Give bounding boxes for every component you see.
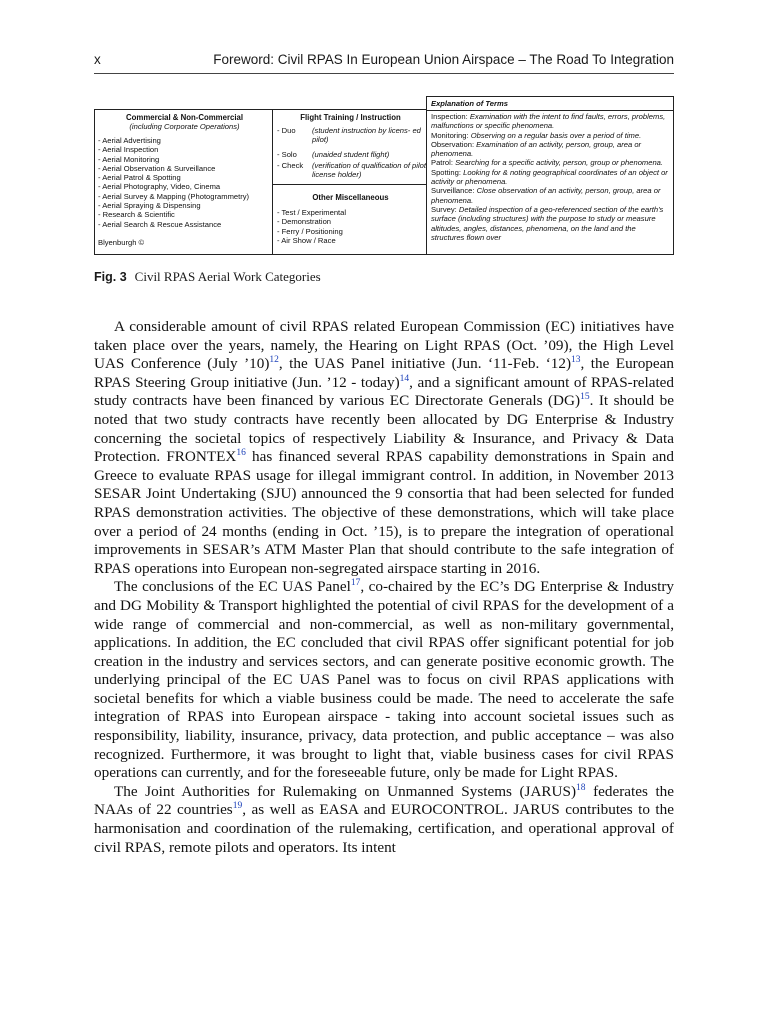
list-item: - Aerial Search & Rescue Assistance	[98, 219, 222, 229]
term-text: Searching for a specific activity, person, group or phenomena.	[455, 158, 664, 168]
terms-list	[431, 112, 671, 242]
term-name: Patrol:	[431, 158, 456, 168]
footnote-ref[interactable]: 14	[399, 373, 410, 384]
text-run: A considerable amount of civil RPAS related European Commission (EC) initiatives have taken place over the years, namely, the Hearing on Light RPAS (Oct. ’09), the High Level UAS Conference (July ’10)	[94, 318, 674, 373]
list-item: - Aerial Monitoring	[98, 154, 160, 164]
list-item: - Aerial Survey & Mapping (Photogrammetry)	[98, 191, 250, 201]
text-run: federates the NAAs of 22 countries	[94, 782, 674, 819]
term-definition	[431, 131, 671, 140]
list-item: - Aerial Spraying & Dispensing	[98, 201, 201, 211]
misc-title: Other Miscellaneous	[312, 193, 389, 202]
commercial-column	[94, 109, 273, 255]
list-item: - Research & Scientific	[98, 210, 175, 220]
figure-table	[94, 96, 674, 255]
list-item: - Demonstration	[277, 217, 332, 227]
term-name: Survey:	[431, 204, 459, 214]
paragraph	[94, 783, 674, 857]
footnote-ref[interactable]: 17	[350, 578, 361, 589]
footnote-ref[interactable]: 19	[232, 801, 243, 812]
page-number: x	[94, 52, 101, 67]
term-name: Spotting:	[431, 167, 464, 177]
term-text: Examination with the intent to find faults, errors, problems, malfunctions or specific phenomena.	[431, 112, 666, 131]
body-text	[94, 318, 674, 857]
training-column	[272, 109, 427, 255]
term-text: Examination of an activity, person, group, area or phenomena.	[431, 139, 642, 159]
term-definition	[431, 168, 671, 187]
footnote-ref[interactable]: 16	[236, 448, 246, 459]
figure-caption-text: Civil RPAS Aerial Work Categories	[134, 269, 321, 284]
term-text: Detailed inspection of a geo-referenced section of the earth's surface (including structures) with the purpose to study or measure altitudes, angles, distances, phenomena, on the land and the structures flown over	[431, 204, 664, 242]
term-definition	[431, 140, 671, 159]
figure-credit: Blyenburgh ©	[98, 238, 145, 247]
text-run: , co-chaired by the EC’s DG Enterprise & Industry and DG Mobility & Transport highlighted the potential of civil RPAS for the development of a wide range of commercial and non-commercial, as well as non-military governmental, applications. In addition, the EC concluded that civil RPAS offer significant potential for job creation in the industry and services sectors, and can generate positive economic growth. The underlying principal of the EC UAS Panel was to focus on civil RPAS applications with societal benefits for which a viable business could be made. The need to accelerate the safe integration of RPAS into European airspace - taking into account societal issues such as responsibility, liability, insurance, privacy, data protection, and public acceptance – was also recognized. Furthermore, it was brought to light that, viable business cases for civil RPAS operations can currently, and for the foreseeable future, only be made for Light RPAS.	[94, 578, 675, 782]
paragraph	[94, 578, 674, 783]
running-header	[94, 52, 674, 74]
training-row-value: (student instruction by licens- ed pilot)	[312, 126, 421, 145]
list-item: - Aerial Observation & Surveillance	[98, 163, 216, 173]
terms-header-rule	[427, 110, 674, 111]
text-run: . It should be noted that two study contracts have recently been allocated by DG Enterprise & Industry concerning the societal topics of respectively Liability & Insurance, and Privacy & Data Protection. FRONTEX	[94, 392, 674, 466]
list-item: - Aerial Patrol & Spotting	[98, 173, 181, 183]
footnote-ref[interactable]: 13	[571, 355, 581, 366]
training-row-value: (unaided student flight)	[312, 150, 390, 159]
term-text: Looking for & noting geographical coordinates of an object or activity or phenomena.	[431, 167, 668, 187]
list-item: - Aerial Advertising	[98, 136, 161, 145]
term-name: Inspection:	[431, 112, 470, 121]
text-run: has financed several RPAS capability demonstrations in Spain and Greece to evaluate RPAS usage for illegal immigrant control. In addition, in November 2013 SESAR Joint Undertaking (SJU) announced the 9 consortia that had been selected for funded RPAS demonstration activities. The objective of these demonstrations, which will take place over a period of 24 months (ending in Oct. ’15), is to prepare the integration of operational improvements in SESAR’s ATM Master Plan that should contribute to the safe integration of RPAS operations into European non-segregated airspace starting in 2016.	[94, 448, 674, 577]
term-definition	[431, 186, 671, 205]
text-run: , and a significant amount of RPAS-related study contracts have been financed by various EC Directorate Generals (DG)	[94, 373, 675, 410]
misc-list	[277, 208, 346, 245]
footnote-ref[interactable]: 18	[576, 782, 586, 793]
commercial-list	[98, 136, 249, 229]
list-item: - Aerial Photography, Video, Cinema	[98, 182, 221, 192]
training-row-key: - Solo	[277, 150, 297, 159]
term-definition	[431, 112, 671, 131]
term-definition	[431, 205, 671, 242]
terms-column	[426, 96, 674, 255]
header-rule	[94, 73, 674, 74]
training-row-value: (verification of qualification of pilot license holder)	[312, 161, 426, 180]
term-definition	[431, 158, 671, 167]
commercial-title: Commercial & Non-Commercial	[126, 113, 243, 122]
commercial-subtitle: (including Corporate Operations)	[129, 122, 240, 131]
figure-label: Fig. 3	[94, 270, 127, 284]
term-name: Surveillance:	[431, 186, 477, 196]
term-text: Close observation of an activity, person, group, area or phenomena.	[431, 186, 661, 205]
term-name: Monitoring:	[431, 130, 471, 140]
training-row-key: - Duo	[277, 126, 296, 135]
list-item: - Air Show / Race	[277, 235, 336, 245]
terms-title: Explanation of Terms	[431, 99, 508, 108]
text-run: The conclusions of the EC UAS Panel	[114, 578, 351, 596]
term-text: Observing on a regular basis over a period of time.	[470, 130, 642, 140]
running-title: Foreword: Civil RPAS In European Union Airspace – The Road To Integration	[213, 52, 674, 67]
paragraph	[94, 318, 674, 578]
list-item: - Ferry / Positioning	[277, 226, 343, 236]
text-run: , as well as EASA and EUROCONTROL. JARUS contributes to the harmonisation and coordination of the rulemaking, certification, and operational approval of civil RPAS, remote pilots and operators. Its intent	[94, 801, 674, 856]
list-item: - Aerial Inspection	[98, 145, 159, 155]
list-item: - Test / Experimental	[277, 208, 347, 217]
footnote-ref[interactable]: 15	[580, 392, 590, 403]
text-run: , the European RPAS Steering Group initiative (Jun. ’12 - today)	[94, 355, 674, 391]
term-name: Observation:	[431, 139, 477, 149]
text-run: The Joint Authorities for Rulemaking on Unmanned Systems (JARUS)	[114, 782, 577, 800]
column-divider	[273, 184, 427, 185]
figure-caption	[94, 269, 321, 285]
training-row-key: - Check	[277, 161, 304, 170]
training-title: Flight Training / Instruction	[300, 113, 401, 122]
text-run: , the UAS Panel initiative (Jun. ‘11-Feb. ‘12)	[278, 355, 572, 373]
footnote-ref[interactable]: 12	[269, 355, 279, 366]
training-rows	[277, 126, 427, 186]
